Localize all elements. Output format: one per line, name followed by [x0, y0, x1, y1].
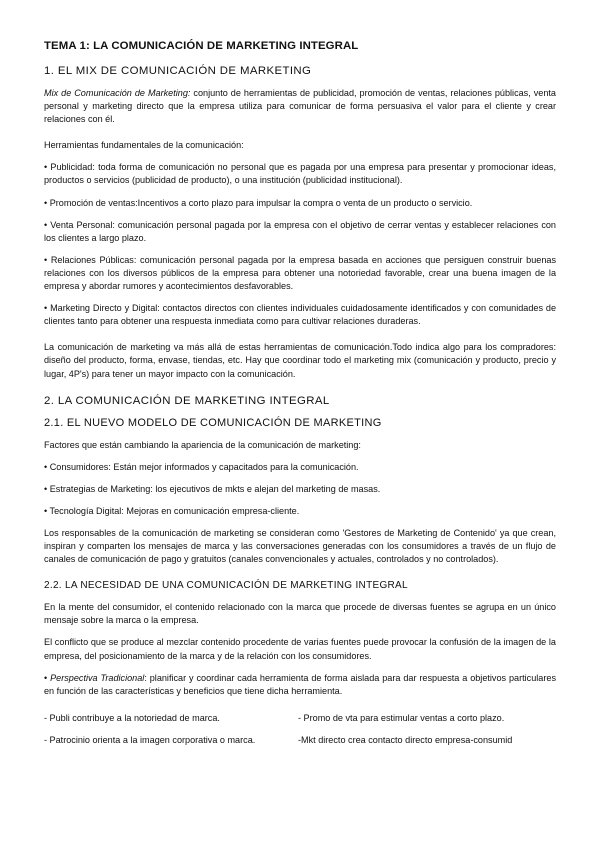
bullet: • — [44, 672, 51, 683]
tool-promocion-ventas: • Promoción de ventas:Incentivos a corto plazo para impulsar la compra o venta de un producto o servicio. — [44, 197, 473, 208]
section-2-2-p1: En la mente del consumidor, el contenido relacionado con la marca que procede de diversas fuentes se agrupa en un único mensaje sobre la marca o la empresa. — [44, 602, 556, 626]
pair-left: - Patrocinio orienta a la imagen corporativa o marca. — [44, 734, 256, 745]
section-2-2-p3 — [44, 672, 556, 698]
pair-right: - Promo de vta para estimular ventas a corto plazo. — [298, 712, 505, 723]
factor-tecnologia: • Tecnología Digital: Mejoras en comunicación empresa-cliente. — [44, 505, 300, 516]
document-title: TEMA 1: LA COMUNICACIÓN DE MARKETING INTEGRAL — [44, 40, 359, 52]
section-2-1-heading: 2.1. EL NUEVO MODELO DE COMUNICACIÓN DE MARKETING — [44, 416, 382, 429]
section-2-2-p2: El conflicto que se produce al mezclar contenido procedente de varias fuentes puede provocar la confusión de la imagen de la empresa, del posicionamiento de la marca y de la relación con los consumidores. — [44, 637, 556, 661]
tool-marketing-directo: • Marketing Directo y Digital: contactos directos con clientes individuales cuidadosamente identificados y con comunidades de clientes tanto para obtener una respuesta inmediata como para cultivar relaciones duraderas. — [44, 303, 556, 327]
section-2-1-closing: Los responsables de la comunicación de marketing se consideran como 'Gestores de Marketing de Contenido' ya que crean, inspiran y comparten los mensajes de marca y las conversaciones generadas con los consumidores a través de un flujo de canales de comunicación de pago y gratuitos (canales convencionales y actuales, controlados y no controlados). — [44, 527, 556, 565]
tool-relaciones-publicas: • Relaciones Públicas: comunicación personal pagada por la empresa basada en acciones que persiguen construir buenas relaciones con los diversos públicos de la empresa para obtener una notoriedad favorable, crear una buena imagen de la empresa y abordar rumores y acontecimientos desfavorables. — [44, 254, 556, 292]
tool-venta-personal: • Venta Personal: comunicación personal pagada por la empresa con el objetivo de cerrar ventas y establecer relaciones con los clientes a largo plazo. — [44, 219, 556, 243]
perspectiva-term: Perspectiva Tradicional — [50, 672, 145, 683]
tool-publicidad: • Publicidad: toda forma de comunicación no personal que es pagada por una empresa para presentar y promocionar ideas, productos o servicios (publicidad de producto), o una institución (publicidad institucional). — [44, 162, 556, 186]
pairs-row — [44, 712, 556, 725]
section-2-2-heading: 2.2. LA NECESIDAD DE UNA COMUNICACIÓN DE MARKETING INTEGRAL — [44, 580, 408, 592]
document-page — [44, 40, 556, 756]
pairs-row — [44, 734, 556, 747]
section-2-heading: 2. LA COMUNICACIÓN DE MARKETING INTEGRAL — [44, 394, 330, 407]
definition-text: conjunto de herramientas de publicidad, promoción de ventas, relaciones públicas, venta personal y marketing directo que la empresa utiliza para comunicar de forma persuasiva el valor para el cliente y crear relaciones con él. — [44, 88, 556, 125]
definition-term: Mix de Comunicación de Marketing: — [44, 88, 191, 98]
perspectiva-text: : planificar y coordinar cada herramienta de forma aislada para dar respuesta a objetivos particulares en función de las características y beneficios que tiene dicha herramienta. — [44, 672, 556, 696]
pair-right: -Mkt directo crea contacto directo empresa-consumid — [298, 734, 513, 745]
section-1-heading: 1. EL MIX DE COMUNICACIÓN DE MARKETING — [44, 65, 312, 77]
factors-intro: Factores que están cambiando la apariencia de la comunicación de marketing: — [44, 439, 361, 450]
tools-intro: Herramientas fundamentales de la comunicación: — [44, 140, 244, 151]
mix-definition — [44, 87, 556, 126]
section-1-closing: La comunicación de marketing va más allá de estas herramientas de comunicación.Todo indica algo para los compradores: diseño del producto, forma, envase, tiendas, etc. Hay que coordinar todo el marketing mix (comunicación y producto, precio y lugar, 4P's) para tener un mayor impacto con la comunicación. — [44, 342, 556, 379]
factor-consumidores: • Consumidores: Están mejor informados y capacitados para la comunicación. — [44, 461, 359, 472]
factor-estrategias: • Estrategias de Marketing: los ejecutivos de mkts e alejan del marketing de masas. — [44, 483, 381, 494]
pair-left: - Publi contribuye a la notoriedad de marca. — [44, 712, 220, 723]
